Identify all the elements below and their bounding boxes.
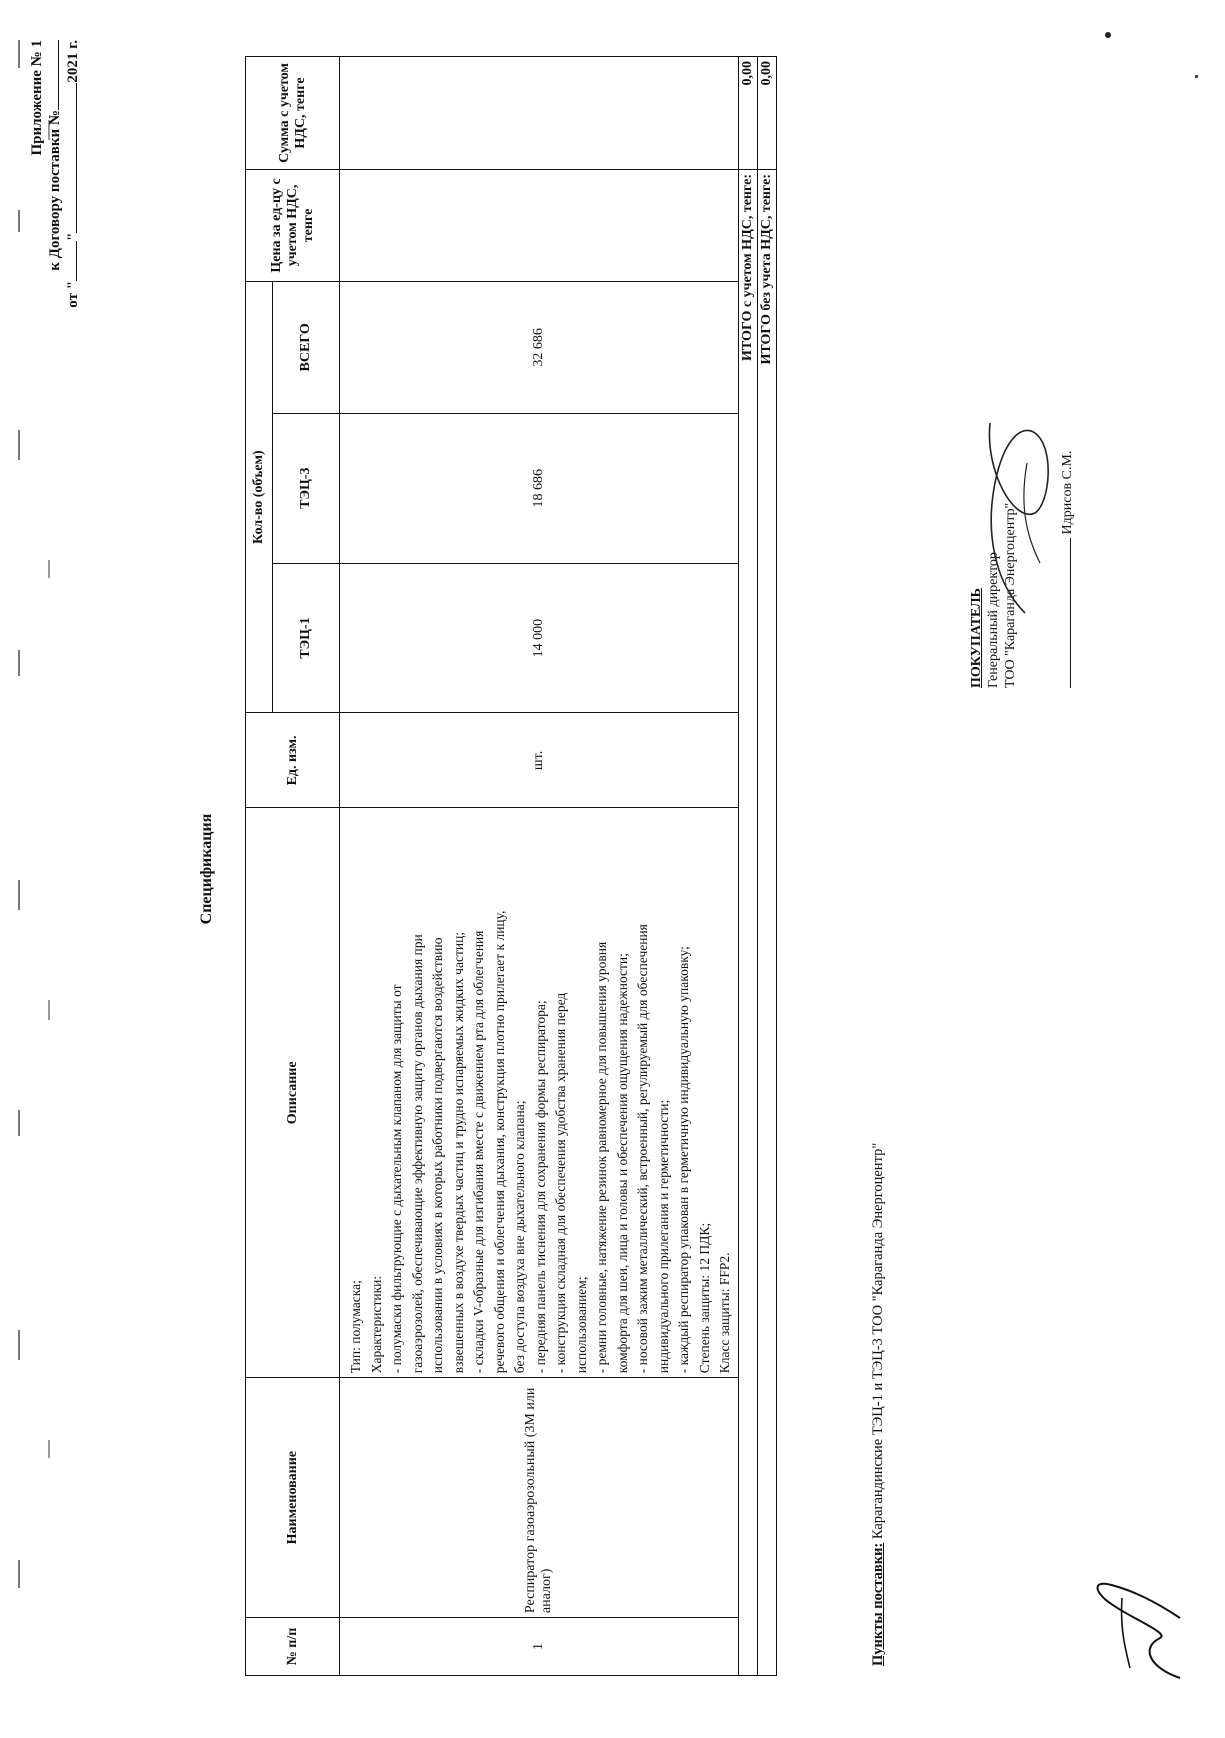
scan-mark <box>1195 75 1198 78</box>
total-with-vat-value: 0,00 <box>738 57 757 170</box>
scan-mark <box>1105 32 1111 38</box>
initials-icon <box>1070 1548 1200 1698</box>
cell-amount <box>340 57 739 170</box>
desc-line: взвешенных в воздухе твердых частиц и трудно испаряемых жидких частиц; <box>450 931 466 1374</box>
total-with-vat-label: ИТОГО с учетом НДС, тенге: <box>738 169 757 1675</box>
desc-line: использованием; <box>573 1276 589 1374</box>
cell-unit: шт. <box>340 713 739 808</box>
desc-line: речевого общения и облегчения дыхания, конструкция плотно прилегает к лицу, <box>491 910 507 1374</box>
cell-price <box>340 169 739 281</box>
appendix-label: Приложение № 1 <box>29 40 45 156</box>
contract-date: от ""2021 г. <box>65 40 81 308</box>
desc-line: Степень защиты: 12 ПДК; <box>696 1222 712 1374</box>
desc-line: - полумаски фильтрующие с дыхательным клапаном для защиты от <box>389 984 404 1374</box>
col-header-num: № п/п <box>246 1618 340 1676</box>
desc-line: - каждый респиратор упакован в герметичную индивидуальную упаковку; <box>676 946 691 1374</box>
desc-line: Класс защиты: FFP2. <box>717 1252 732 1374</box>
col-header-desc: Описание <box>246 808 340 1378</box>
col-header-name: Наименование <box>246 1378 340 1618</box>
desc-line: - ремни головные, натяжение резинок равномерное для повышения уровня <box>594 941 609 1374</box>
table-row <box>340 57 739 1676</box>
col-header-tec3: ТЭЦ-3 <box>273 413 340 563</box>
delivery-text: Карагандинские ТЭЦ-1 и ТЭЦ-3 ТОО "Караганда Энергоцентр" <box>870 1142 886 1540</box>
desc-line: Тип: полумаска; <box>348 1280 363 1374</box>
document-header <box>28 40 82 500</box>
buyer-name: Идрисов С.М. <box>1060 450 1075 535</box>
total-without-vat-value: 0,00 <box>757 57 776 170</box>
desc-line: без доступа воздуха вне дыхательного клапана; <box>512 1100 527 1374</box>
desc-line: - складки V-образные для изгибания вместе с движением рта для облегчения <box>471 930 486 1374</box>
contract-label: к Договору поставки № <box>46 40 64 500</box>
page-title: Спецификация <box>198 813 215 925</box>
col-header-tec1: ТЭЦ-1 <box>273 563 340 713</box>
total-without-vat-label: ИТОГО без учета НДС, тенге: <box>757 169 776 1675</box>
total-row <box>757 57 776 1676</box>
cell-tec3: 18 686 <box>340 413 739 563</box>
buyer-position: Генеральный директор <box>986 552 1001 688</box>
desc-line: газоаэрозолей, обеспечивающие эффективную защиту органов дыхания при <box>409 934 425 1374</box>
desc-line: - конструкция складная для обеспечения удобства хранения перед <box>553 992 568 1374</box>
total-row <box>738 57 757 1676</box>
signature-icon <box>965 383 1065 623</box>
col-header-unit: Ед. изм. <box>246 713 340 808</box>
delivery-points <box>870 1143 887 1666</box>
col-header-amount: Сумма с учетом НДС, тенге <box>246 57 340 170</box>
table-header-row <box>246 57 273 1676</box>
desc-line: - передняя панель тиснения для сохранения формы респиратора; <box>532 1000 548 1374</box>
specification-table <box>245 56 777 1676</box>
buyer-company: ТОО "Караганда Энергоцентр" <box>1003 502 1018 688</box>
cell-name: Респиратор газоаэрозольный (3M или аналог) <box>340 1378 739 1618</box>
buyer-heading: ПОКУПАТЕЛЬ <box>969 588 984 688</box>
cell-tec1: 14 000 <box>340 563 739 713</box>
desc-line: индивидуального прилегания и герметичности; <box>655 1099 671 1374</box>
desc-line: - носовой зажим металлический, встроенный, регулируемый для обеспечения <box>635 924 650 1374</box>
col-header-total: ВСЕГО <box>273 281 340 413</box>
desc-line: использовании в условиях в которых работники подвергаются воздействию <box>430 937 445 1374</box>
desc-line: комфорта для шеи, лица и головы и обеспечения ощущения надежности; <box>614 953 630 1374</box>
delivery-label: Пункты поставки: <box>870 1542 886 1666</box>
desc-line: Характеристики: <box>368 1275 384 1374</box>
cell-total: 32 686 <box>340 281 739 413</box>
col-header-price: Цена за ед-цу с учетом НДС, тенге <box>246 169 340 281</box>
cell-num: 1 <box>340 1618 739 1676</box>
col-header-qty: Кол-во (объем) <box>246 281 273 713</box>
cell-desc <box>340 808 739 1378</box>
